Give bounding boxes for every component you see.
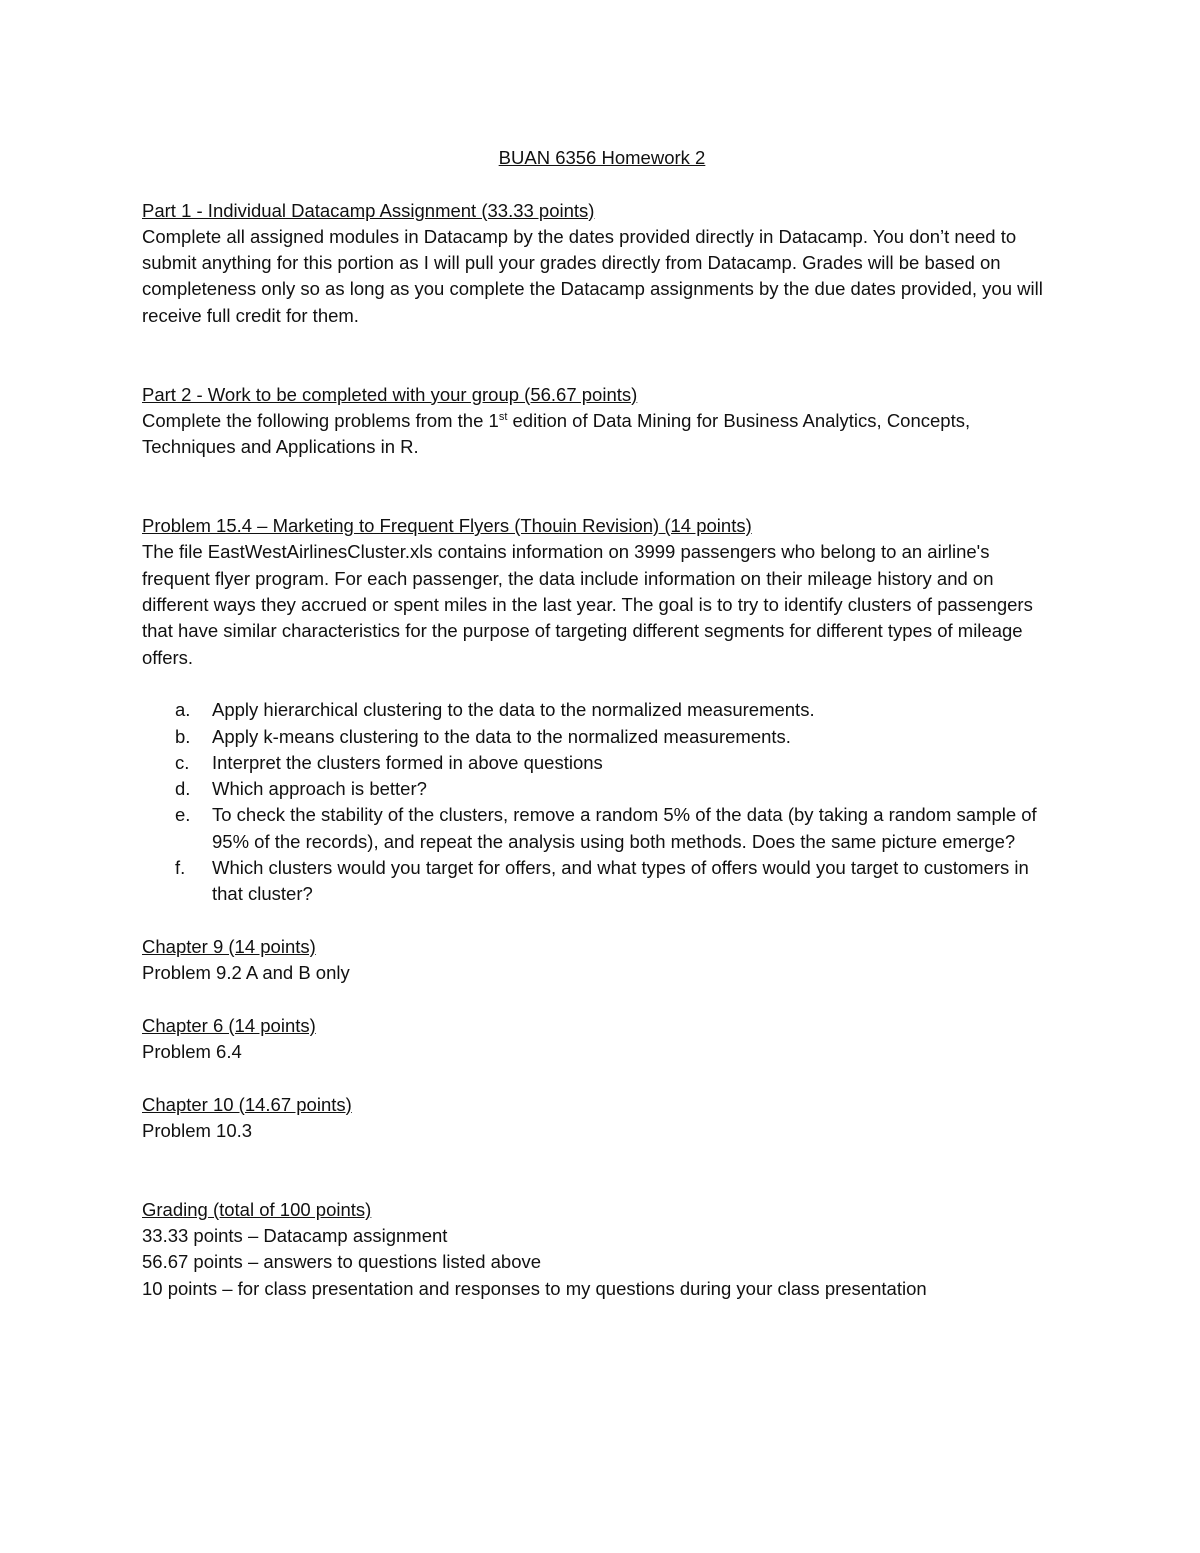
- chapter-6-heading: Chapter 6 (14 points): [142, 1014, 316, 1036]
- part2-body: [142, 408, 1062, 461]
- list-item-text: Apply hierarchical clustering to the data to the normalized measurements.: [212, 699, 815, 721]
- list-item-text: Which approach is better?: [212, 778, 427, 800]
- grading-line: 33.33 points – Datacamp assignment: [142, 1225, 448, 1247]
- list-item-text: Apply k-means clustering to the data to the normalized measurements.: [212, 725, 791, 747]
- document-title: BUAN 6356 Homework 2: [498, 147, 706, 168]
- part2-body-start: Complete the following problems from the 1: [142, 409, 499, 431]
- list-item: [142, 724, 1062, 750]
- list-item: [142, 802, 1062, 855]
- part1-heading: Part 1 - Individual Datacamp Assignment (33.33 points): [142, 199, 595, 221]
- list-item: [142, 855, 1062, 908]
- list-marker: e.: [175, 804, 191, 826]
- problem-15-4-heading: Problem 15.4 – Marketing to Frequent Flyers (Thouin Revision) (14 points): [142, 515, 752, 537]
- chapter-10-body: Problem 10.3: [142, 1119, 253, 1141]
- part1-body: Complete all assigned modules in Datacamp by the dates provided directly in Datacamp. You don’t need to submit anything for this portion as I will pull your grades directly from Datacamp. Grades will be based on completeness only so as long as you complete the Datacamp assignments by the due dates provided, you will receive full credit for them.: [142, 225, 1043, 326]
- chapter-9-body: Problem 9.2 A and B only: [142, 962, 350, 984]
- list-item: [142, 776, 1062, 802]
- problem-15-4-body: The file EastWestAirlinesCluster.xls contains information on 3999 passengers who belong to an airline's frequent flyer program. For each passenger, the data include information on their mileage history and on different ways they accrued or spent miles in the last year. The goal is to try to identify clusters of passengers that have similar characteristics for the purpose of targeting different segments for different types of mileage offers.: [142, 541, 1033, 668]
- part2-heading: Part 2 - Work to be completed with your group (56.67 points): [142, 383, 638, 405]
- list-item: [142, 697, 1062, 723]
- list-item-text: Which clusters would you target for offers, and what types of offers would you target to customers in that cluster?: [212, 857, 1029, 905]
- list-item: [142, 750, 1062, 776]
- grading-line: 10 points – for class presentation and responses to my questions during your class presentation: [142, 1277, 927, 1299]
- part2-body-end: edition of Data Mining for Business Analytics, Concepts, Techniques and Applications in R.: [142, 409, 971, 458]
- chapter-9-heading: Chapter 9 (14 points): [142, 935, 316, 957]
- list-item-text: Interpret the clusters formed in above questions: [212, 751, 603, 773]
- problem-15-4-questions: [142, 697, 1062, 907]
- grading-heading: Grading (total of 100 points): [142, 1198, 372, 1220]
- part2-body-superscript: st: [498, 410, 508, 423]
- list-marker: c.: [175, 751, 190, 773]
- list-marker: a.: [175, 699, 191, 721]
- list-item-text: To check the stability of the clusters, remove a random 5% of the data (by taking a random sample of 95% of the records), and repeat the analysis using both methods. Does the same picture emerge?: [212, 804, 1037, 852]
- chapter-6-body: Problem 6.4: [142, 1041, 242, 1063]
- chapter-10-heading: Chapter 10 (14.67 points): [142, 1093, 352, 1115]
- list-marker: f.: [175, 857, 186, 879]
- list-marker: d.: [175, 778, 191, 800]
- document-content: [142, 145, 1062, 1302]
- grading-line: 56.67 points – answers to questions listed above: [142, 1251, 542, 1273]
- list-marker: b.: [175, 725, 191, 747]
